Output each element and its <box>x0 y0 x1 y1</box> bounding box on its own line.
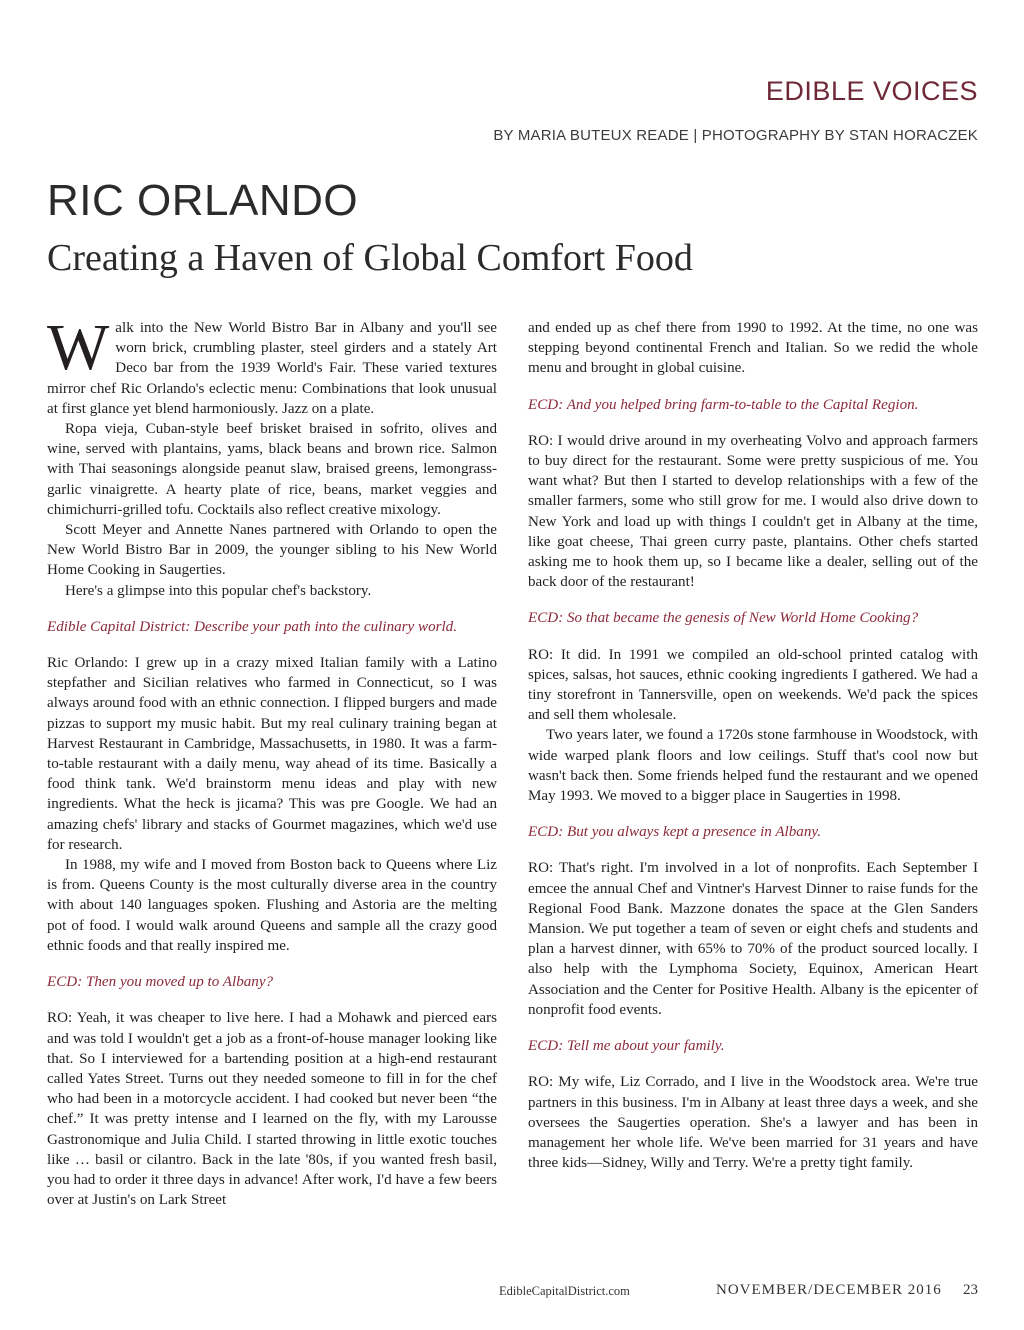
intro-text: alk into the New World Bistro Bar in Albany and you'll see worn brick, crumbling plaster, steel girders and a stately Art Deco bar from the 1939 World's Fair. These varied textures mirror chef Ric Orlando's eclectic menu: Combinations that look unusual at first glance yet blend harmoniously. Jazz on a plate. <box>47 320 497 417</box>
glimpse-paragraph: Here's a glimpse into this popular chef's backstory. <box>65 582 372 599</box>
answer-2-continued: and ended up as chef there from 1990 to 1992. At the time, no one was stepping beyond continental French and Italian. So we redid the whole menu and brought in global cuisine. <box>528 320 978 377</box>
question-1: Edible Capital District: Describe your path into the culinary world. <box>47 618 458 635</box>
drop-cap: W <box>47 311 110 384</box>
question-3: ECD: And you helped bring farm-to-table to the Capital Region. <box>528 396 919 413</box>
answer-2: RO: Yeah, it was cheaper to live here. I had a Mohawk and pierced ears and was told I wouldn't get a job as a front-of-house manager looking like that. So I interviewed for a bartending position at a high-end restaurant called Yates Street. Turns out they needed someone to fill in for the chef who had been in a motorcycle accident. I had cooked but never been “the chef.” It was pretty intense and I learned on the fly, with my Larousse Gastronomique and Julia Child. I started throwing in little exotic touches like … basil or cilantro. Back in the late '80s, if you wanted fresh basil, you had to order it three days in advance! After work, I'd have a few beers over at Justin's on Lark Street <box>47 1010 497 1209</box>
question-6: ECD: Tell me about your family. <box>528 1038 725 1055</box>
section-tag: EDIBLE VOICES <box>765 76 978 106</box>
page-number: 23 <box>963 1282 978 1298</box>
article-subtitle: Creating a Haven of Global Comfort Food <box>47 237 693 279</box>
question-2: ECD: Then you moved up to Albany? <box>47 974 274 991</box>
right-column <box>528 318 978 1173</box>
answer-6: RO: My wife, Liz Corrado, and I live in the Woodstock area. We're true partners in this business. I'm in Albany at least three days a week, and she oversees the Saugerties operation. She's a lawyer and has been in management her whole life. We've been married for 31 years and have three kids—Sidney, Willy and Terry. We're a pretty tight family. <box>528 1074 978 1172</box>
article-title: RIC ORLANDO <box>47 176 359 225</box>
question-5: ECD: But you always kept a presence in Albany. <box>528 824 822 841</box>
question-4: ECD: So that became the genesis of New World Home Cooking? <box>528 610 919 627</box>
answer-1: Ric Orlando: I grew up in a crazy mixed Italian family with a Latino stepfather and Sicilian relatives who farmed in Connecticut, so I was always around food with an ethnic connection. I flipped burgers and made pizzas to support my music habit. But my real culinary training began at Harvest Restaurant in Cambridge, Massachusetts, in 1980. It was a farm-to-table restaurant with a daily menu, way ahead of its time. Basically a food think tank. We'd brainstorm menu ideas and play with new ingredients. What the heck is jicama? This was pre Google. We had an amazing chefs' library and stacks of Gourmet magazines, which we'd use for research. <box>47 655 497 853</box>
answer-1-continued: In 1988, my wife and I moved from Boston back to Queens where Liz is from. Queens County is the most culturally diverse area in the country with about 140 languages spoken. Flushing and Astoria are the melting pot of food. I would walk around Queens and sample all the crazy good ethnic foods and that really inspired me. <box>47 857 497 954</box>
answer-5: RO: That's right. I'm involved in a lot of nonprofits. Each September I emcee the annual Chef and Vintner's Harvest Dinner to raise funds for the Regional Food Bank. Mazzone donates the space at the Glen Sanders Mansion. We put together a team of seven or eight chefs and students and plan a harvest dinner, with 65% to 70% of the product sourced locally. I also help with the Lymphoma Society, Equinox, American Heart Association and the Center for Positive Health. Albany is the epicenter of nonprofit food events. <box>528 860 978 1018</box>
footer-website: EdibleCapitalDistrict.com <box>499 1284 630 1298</box>
answer-4-continued: Two years later, we found a 1720s stone farmhouse in Woodstock, with wide warped plank floors and low ceilings. Stuff that's cool now but wasn't back then. Some friends helped fund the restaurant and we opened May 1993. We moved to a bigger place in Saugerties in 1998. <box>528 727 978 805</box>
partners-paragraph: Scott Meyer and Annette Nanes partnered with Orlando to open the New World Bistro Bar in 2009, the younger sibling to his New World Home Cooking in Saugerties. <box>47 522 497 579</box>
answer-4: RO: It did. In 1991 we compiled an old-school printed catalog with spices, salsas, hot sauces, ethnic cooking ingredients I gathered. We had a tiny storefront in Tannersville, open on weekends. We'd pack the spices and sell them wholesale. <box>528 646 978 724</box>
answer-3: RO: I would drive around in my overheating Volvo and approach farmers to buy direct for the restaurant. Some were pretty suspicious of me. You want what? But then I started to develop relationships with a few of the smaller farmers, some who still grow for me. I would also drive down to New York and load up with things I couldn't get in Albany at the time, like goat cheese, Thai green curry paste, plantains. Other chefs started asking me to hook them up, so I became like a dealer, selling out of the back door of the restaurant! <box>528 432 978 591</box>
byline: BY MARIA BUTEUX READE | PHOTOGRAPHY BY STAN HORACZEK <box>493 127 978 144</box>
menu-paragraph: Ropa vieja, Cuban-style beef brisket braised in sofrito, olives and wine, served with plantains, yams, black beans and brown rice. Salmon with Thai seasonings alongside peanut slaw, braised greens, lemongrass-garlic vinaigrette. A hearty plate of rice, beans, market veggies and chimichurri-grilled tofu. Cocktails also reflect creative mixology. <box>47 421 497 518</box>
intro-paragraph <box>47 311 497 419</box>
left-column <box>47 311 497 1210</box>
footer-issue-date: NOVEMBER/DECEMBER 2016 <box>716 1282 942 1298</box>
